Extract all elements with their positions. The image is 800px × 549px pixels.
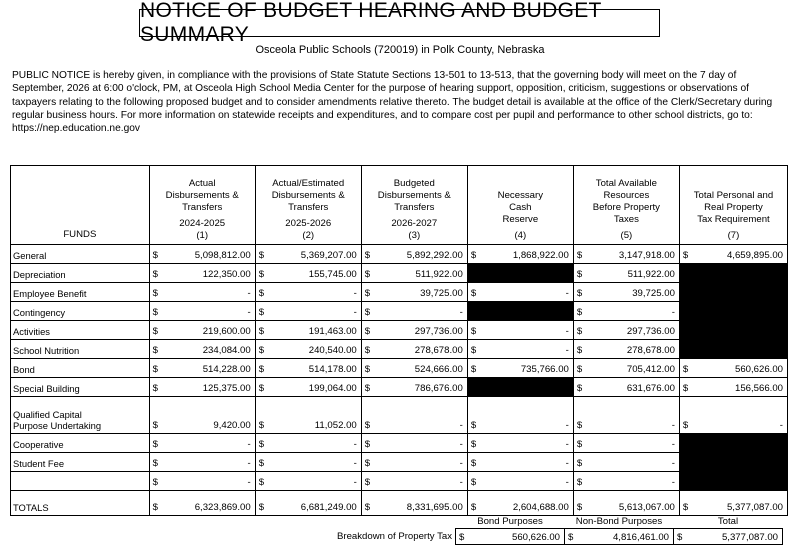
value-cell [679,359,787,378]
amount: - [671,307,675,318]
value-cell [679,245,787,264]
fund-name: Activities [11,321,150,340]
currency-symbol: $ [152,307,159,318]
value-cell [361,397,467,434]
value-cell [361,245,467,264]
amount: 511,922.00 [627,269,675,280]
value-cell [149,245,255,264]
column-header-number: (1) [196,230,209,241]
amount: 156,566.00 [734,383,783,394]
value-cell [255,321,361,340]
amount: - [459,420,463,431]
amount: - [565,458,569,469]
breakdown-header-total: Total [717,515,739,527]
property-tax-breakdown [300,514,783,545]
table-row [11,264,788,283]
currency-symbol: $ [258,250,265,261]
currency-symbol: $ [364,502,371,513]
value-cell [149,397,255,434]
amount: - [353,307,357,318]
blocked-cell [679,302,787,321]
currency-symbol: $ [470,288,477,299]
column-header-number: (4) [514,230,527,241]
amount: - [353,439,357,450]
amount: - [565,439,569,450]
amount: 514,228.00 [202,364,251,375]
amount: 514,178.00 [308,364,357,375]
column-header-number: (5) [620,230,633,241]
value-cell [149,359,255,378]
fund-name: Depreciation [11,264,150,283]
value-cell [361,472,467,491]
table-row [11,321,788,340]
amount: 297,736.00 [414,326,463,337]
currency-symbol: $ [258,364,265,375]
table-row [11,340,788,359]
currency-symbol: $ [152,383,159,394]
column-header-number: (2) [302,230,315,241]
budget-summary-table [10,165,788,516]
column-header-title: Actual/Estimated Disbursements & Transfers [271,178,345,213]
value-cell [573,359,679,378]
value-cell [255,434,361,453]
value-cell [255,245,361,264]
amount: 2,604,688.00 [512,502,569,513]
amount: 39,725.00 [632,288,675,299]
fund-name: Special Building [11,378,150,397]
currency-symbol: $ [364,458,371,469]
currency-symbol: $ [258,439,265,450]
amount: 219,600.00 [202,326,251,337]
fund-name: Contingency [11,302,150,321]
currency-symbol: $ [364,364,371,375]
fund-name: TOTALS [11,491,150,516]
currency-symbol: $ [364,269,371,280]
value-cell [467,245,573,264]
value-cell [361,359,467,378]
blocked-cell [679,434,787,453]
amount: 1,868,922.00 [512,250,569,261]
amount: - [247,477,251,488]
value-cell [255,264,361,283]
breakdown-value-nonbond: $ 4,816,461.00 [565,529,674,545]
currency-symbol: $ [470,477,477,488]
currency-symbol: $ [364,345,371,356]
currency-symbol: $ [364,383,371,394]
currency-symbol: $ [364,420,371,431]
amount: - [353,458,357,469]
currency-symbol: $ [258,345,265,356]
amount: - [779,420,783,431]
blocked-cell [679,472,787,491]
value-cell [467,491,573,516]
value-cell [361,491,467,516]
value-cell [573,378,679,397]
blocked-cell [467,264,573,283]
amount: 6,681,249.00 [300,502,357,513]
amount: 122,350.00 [202,269,251,280]
fund-name: Cooperative [11,434,150,453]
currency-symbol: $ [576,420,583,431]
value-cell [573,434,679,453]
currency-symbol: $ [364,439,371,450]
currency-symbol: $ [152,364,159,375]
value-cell [467,283,573,302]
fund-name: Employee Benefit [11,283,150,302]
amount: 11,052.00 [314,420,357,431]
amount: 786,676.00 [414,383,463,394]
currency-symbol: $ [258,269,265,280]
currency-symbol: $ [258,458,265,469]
currency-symbol: $ [152,458,159,469]
currency-symbol: $ [576,307,583,318]
value-cell [679,491,787,516]
amount: 125,375.00 [202,383,251,394]
column-header-title: Necessary Cash Reserve [497,190,543,225]
currency-symbol: $ [470,345,477,356]
currency-symbol: $ [470,458,477,469]
amount: - [353,477,357,488]
breakdown-value-bond: $ 560,626.00 [456,529,565,545]
amount: - [565,326,569,337]
table-row [11,283,788,302]
amount: 511,922.00 [415,269,463,280]
value-cell [149,321,255,340]
currency-symbol: $ [576,458,583,469]
fund-name [11,472,150,491]
column-header-4 [467,166,573,245]
blocked-cell [679,283,787,302]
amount: 705,412.00 [626,364,675,375]
amount: - [247,288,251,299]
currency-symbol: $ [682,383,689,394]
amount: - [565,477,569,488]
value-cell [361,283,467,302]
value-cell [573,283,679,302]
amount: 278,678.00 [626,345,675,356]
currency-symbol: $ [576,326,583,337]
page-subtitle: Osceola Public Schools (720019) in Polk County, Nebraska [255,44,545,56]
currency-symbol: $ [576,477,583,488]
currency-symbol: $ [152,502,159,513]
currency-symbol: $ [470,326,477,337]
fund-name: Bond [11,359,150,378]
column-header-2 [255,166,361,245]
value-cell [679,397,787,434]
amount: 8,331,695.00 [406,502,463,513]
currency-symbol: $ [682,420,689,431]
currency-symbol: $ [152,420,159,431]
currency-symbol: $ [470,250,477,261]
currency-symbol: $ [470,420,477,431]
amount: 524,666.00 [414,364,463,375]
amount: - [459,439,463,450]
currency-symbol: $ [364,250,371,261]
amount: - [247,439,251,450]
amount: 240,540.00 [308,345,357,356]
amount: - [247,458,251,469]
currency-symbol: $ [576,250,583,261]
currency-symbol: $ [152,250,159,261]
currency-symbol: $ [576,269,583,280]
amount: 5,892,292.00 [406,250,463,261]
amount: - [565,288,569,299]
funds-column-header: FUNDS [11,166,150,245]
table-row [11,245,788,264]
column-header-title: Budgeted Disbursements & Transfers [377,178,451,213]
value-cell [361,302,467,321]
currency-symbol: $ [470,439,477,450]
currency-symbol: $ [258,307,265,318]
amount: 5,613,067.00 [618,502,675,513]
currency-symbol: $ [576,383,583,394]
value-cell [467,434,573,453]
amount: - [671,458,675,469]
currency-symbol: $ [470,502,477,513]
amount: 6,323,869.00 [194,502,251,513]
amount: 297,736.00 [626,326,675,337]
currency-symbol: $ [152,345,159,356]
value-cell [361,340,467,359]
currency-symbol: $ [258,326,265,337]
amount: - [459,477,463,488]
value-cell [467,359,573,378]
column-header-6 [679,166,787,245]
currency-symbol: $ [682,250,689,261]
column-header-year: 2026-2027 [391,218,438,229]
currency-symbol: $ [152,477,159,488]
currency-symbol: $ [576,502,583,513]
value-cell [255,491,361,516]
value-cell [255,397,361,434]
blocked-cell [467,302,573,321]
value-cell [149,302,255,321]
blocked-cell [467,378,573,397]
amount: - [459,307,463,318]
totals-row [11,491,788,516]
table-row [11,434,788,453]
amount: 199,064.00 [308,383,357,394]
table-row [11,302,788,321]
page-title: NOTICE OF BUDGET HEARING AND BUDGET SUMMARY [139,9,660,37]
currency-symbol: $ [364,288,371,299]
amount: 5,098,812.00 [194,250,251,261]
amount: 631,676.00 [626,383,675,394]
currency-symbol: $ [152,288,159,299]
currency-symbol: $ [576,439,583,450]
value-cell [361,378,467,397]
value-cell [573,340,679,359]
value-cell [255,378,361,397]
value-cell [467,340,573,359]
currency-symbol: $ [470,364,477,375]
column-header-5 [573,166,679,245]
amount: 9,420.00 [213,420,251,431]
value-cell [149,491,255,516]
column-header-1 [149,166,255,245]
value-cell [149,264,255,283]
blocked-cell [679,340,787,359]
blocked-cell [679,264,787,283]
amount: - [353,288,357,299]
currency-symbol: $ [364,477,371,488]
amount: 4,659,895.00 [726,250,783,261]
fund-name: Student Fee [11,453,150,472]
value-cell [255,340,361,359]
amount: 39,725.00 [420,288,463,299]
currency-symbol: $ [576,345,583,356]
column-header-year: 2025-2026 [285,218,332,229]
breakdown-header-bond: Bond Purposes [477,515,543,527]
currency-symbol: $ [364,326,371,337]
column-header-title: Actual Disbursements & Transfers [165,178,239,213]
amount: - [671,439,675,450]
value-cell [573,245,679,264]
currency-symbol: $ [364,307,371,318]
amount: - [459,458,463,469]
value-cell [255,472,361,491]
value-cell [255,283,361,302]
breakdown-label: Breakdown of Property Tax [336,531,452,542]
value-cell [467,321,573,340]
currency-symbol: $ [576,288,583,299]
column-header-3 [361,166,467,245]
blocked-cell [679,453,787,472]
value-cell [467,453,573,472]
column-header-number: (7) [727,230,740,241]
amount: - [247,307,251,318]
value-cell [573,264,679,283]
value-cell [361,264,467,283]
amount: 735,766.00 [520,364,569,375]
table-row [11,453,788,472]
breakdown-header-nonbond: Non-Bond Purposes [575,515,663,527]
amount: 5,369,207.00 [300,250,357,261]
value-cell [573,302,679,321]
column-header-title: Total Personal and Real Property Tax Requirement [693,190,774,225]
value-cell [573,453,679,472]
fund-name: Qualified Capital Purpose Undertaking [11,397,150,434]
fund-name: School Nutrition [11,340,150,359]
value-cell [149,434,255,453]
value-cell [255,453,361,472]
value-cell [361,453,467,472]
value-cell [573,472,679,491]
currency-symbol: $ [152,439,159,450]
value-cell [255,302,361,321]
value-cell [361,321,467,340]
table-row [11,397,788,434]
value-cell [149,472,255,491]
table-row [11,472,788,491]
blocked-cell [679,321,787,340]
column-header-title: Total Available Resources Before Property Taxes [592,178,660,225]
amount: 191,463.00 [308,326,357,337]
column-header-number: (3) [408,230,421,241]
column-header-year: 2024-2025 [179,218,226,229]
breakdown-value-total: $ 5,377,087.00 [674,529,783,545]
amount: 234,084.00 [202,345,251,356]
fund-name: General [11,245,150,264]
amount: - [565,345,569,356]
currency-symbol: $ [258,502,265,513]
value-cell [679,378,787,397]
currency-symbol: $ [152,269,159,280]
currency-symbol: $ [682,502,689,513]
table-header-row [11,166,788,245]
currency-symbol: $ [258,383,265,394]
table-row [11,359,788,378]
value-cell [149,340,255,359]
value-cell [149,453,255,472]
value-cell [467,472,573,491]
table-row [11,378,788,397]
value-cell [573,321,679,340]
amount: 560,626.00 [734,364,783,375]
value-cell [361,434,467,453]
amount: 278,678.00 [414,345,463,356]
currency-symbol: $ [682,364,689,375]
value-cell [573,397,679,434]
table-body [11,245,788,516]
amount: - [671,420,675,431]
value-cell [255,359,361,378]
amount: 155,745.00 [308,269,357,280]
amount: - [565,420,569,431]
value-cell [573,491,679,516]
amount: 3,147,918.00 [618,250,675,261]
value-cell [149,378,255,397]
currency-symbol: $ [258,288,265,299]
public-notice-text: PUBLIC NOTICE is hereby given, in compliance with the provisions of State Statute Sections 13-501 to 13-513, that the governing body will meet on the 7 day of September, 2026 at 6:00 o'clock, PM, at Osceola High School Media Center for the purpose of hearing support, opposition, criticism, suggestions or observations of taxpayers relating to the following proposed budget and to consider amendments relative thereto. The budget detail is available at the office of the Clerk/Secretary during regular business hours. For more information on statewide receipts and expenditures, and to compare cost per pupil and performance to other school districts, go to: https://nep.education.ne.gov [12,70,773,135]
amount: - [671,477,675,488]
value-cell [467,397,573,434]
currency-symbol: $ [258,420,265,431]
currency-symbol: $ [152,326,159,337]
value-cell [149,283,255,302]
currency-symbol: $ [576,364,583,375]
amount: 5,377,087.00 [726,502,783,513]
currency-symbol: $ [258,477,265,488]
